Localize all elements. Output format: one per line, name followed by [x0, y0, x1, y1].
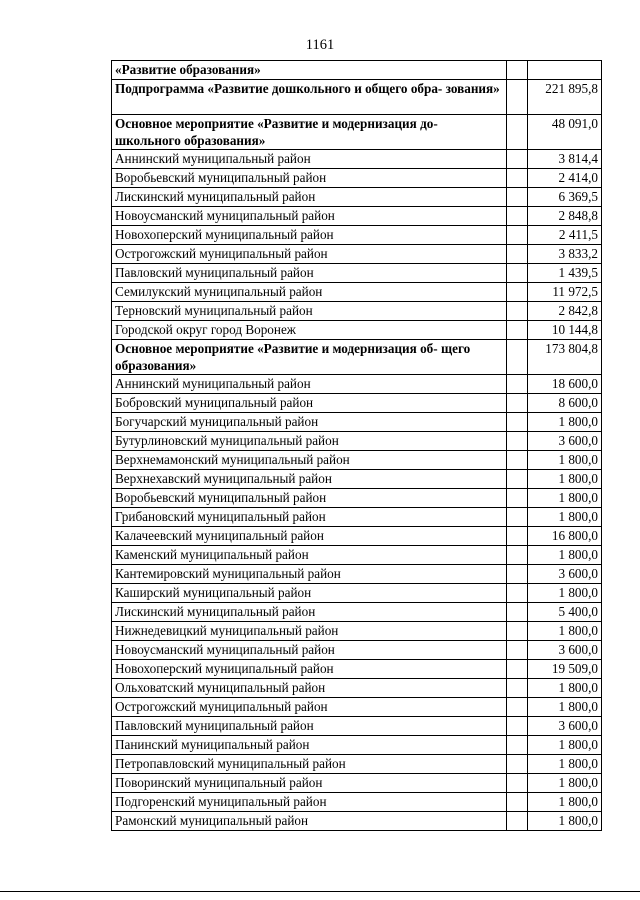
row-name-cell: Павловский муниципальный район: [112, 717, 507, 736]
row-empty-cell: [507, 80, 528, 115]
row-empty-cell: [507, 679, 528, 698]
row-empty-cell: [507, 736, 528, 755]
row-name-cell: Воробьевский муниципальный район: [112, 169, 507, 188]
row-name-cell: Богучарский муниципальный район: [112, 413, 507, 432]
row-name-cell: Новоусманский муниципальный район: [112, 641, 507, 660]
row-amount-cell: 1 800,0: [528, 755, 602, 774]
table-row: [112, 679, 602, 698]
table-row: [112, 736, 602, 755]
row-name-cell: Калачеевский муниципальный район: [112, 527, 507, 546]
row-amount-cell: 2 414,0: [528, 169, 602, 188]
budget-table: [111, 60, 602, 831]
row-amount-cell: 1 800,0: [528, 698, 602, 717]
row-name-cell: Грибановский муниципальный район: [112, 508, 507, 527]
row-amount-cell: 2 848,8: [528, 207, 602, 226]
row-amount-cell: 10 144,8: [528, 321, 602, 340]
row-name-cell: Семилукский муниципальный район: [112, 283, 507, 302]
row-amount-cell: 6 369,5: [528, 188, 602, 207]
row-amount-cell: 3 814,4: [528, 150, 602, 169]
row-amount-cell: 8 600,0: [528, 394, 602, 413]
row-amount-cell: 1 800,0: [528, 508, 602, 527]
row-amount-cell: [528, 61, 602, 80]
row-name-cell: Аннинский муниципальный район: [112, 375, 507, 394]
table-row: [112, 264, 602, 283]
row-name-cell: Павловский муниципальный район: [112, 264, 507, 283]
table-row: [112, 546, 602, 565]
row-empty-cell: [507, 546, 528, 565]
row-name-cell: Основное мероприятие «Развитие и модернизация до- школьного образования»: [112, 115, 507, 150]
row-empty-cell: [507, 207, 528, 226]
row-name-cell: Рамонский муниципальный район: [112, 812, 507, 831]
row-empty-cell: [507, 660, 528, 679]
table-row: [112, 774, 602, 793]
table-row: [112, 245, 602, 264]
row-name-cell: «Развитие образования»: [112, 61, 507, 80]
row-empty-cell: [507, 508, 528, 527]
row-empty-cell: [507, 451, 528, 470]
row-empty-cell: [507, 283, 528, 302]
page-number: 1161: [305, 37, 335, 53]
row-amount-cell: 1 800,0: [528, 736, 602, 755]
row-empty-cell: [507, 755, 528, 774]
row-amount-cell: 3 600,0: [528, 641, 602, 660]
row-empty-cell: [507, 774, 528, 793]
row-name-cell: Бобровский муниципальный район: [112, 394, 507, 413]
row-name-cell: Поворинский муниципальный район: [112, 774, 507, 793]
row-name-cell: Верхнехавский муниципальный район: [112, 470, 507, 489]
row-amount-cell: 1 800,0: [528, 413, 602, 432]
row-amount-cell: 1 800,0: [528, 679, 602, 698]
table-row: [112, 226, 602, 245]
row-amount-cell: 1 800,0: [528, 622, 602, 641]
row-amount-cell: 2 411,5: [528, 226, 602, 245]
row-amount-cell: 1 800,0: [528, 774, 602, 793]
row-amount-cell: 1 800,0: [528, 812, 602, 831]
row-empty-cell: [507, 375, 528, 394]
row-amount-cell: 3 600,0: [528, 565, 602, 584]
row-amount-cell: 3 833,2: [528, 245, 602, 264]
row-empty-cell: [507, 188, 528, 207]
row-empty-cell: [507, 169, 528, 188]
row-empty-cell: [507, 641, 528, 660]
row-name-cell: Аннинский муниципальный район: [112, 150, 507, 169]
table-row: [112, 527, 602, 546]
row-empty-cell: [507, 489, 528, 508]
row-name-cell: Панинский муниципальный район: [112, 736, 507, 755]
row-name-cell: Ольховатский муниципальный район: [112, 679, 507, 698]
row-empty-cell: [507, 321, 528, 340]
row-amount-cell: 2 842,8: [528, 302, 602, 321]
row-name-cell: Подгоренский муниципальный район: [112, 793, 507, 812]
table-row: [112, 508, 602, 527]
table-row: [112, 451, 602, 470]
row-empty-cell: [507, 584, 528, 603]
row-name-cell: Новохоперский муниципальный район: [112, 226, 507, 245]
row-amount-cell: 1 800,0: [528, 489, 602, 508]
row-name-cell: Нижнедевицкий муниципальный район: [112, 622, 507, 641]
table-row: [112, 717, 602, 736]
row-empty-cell: [507, 302, 528, 321]
row-name-cell: Новохоперский муниципальный район: [112, 660, 507, 679]
row-empty-cell: [507, 264, 528, 283]
table-row: [112, 489, 602, 508]
row-empty-cell: [507, 61, 528, 80]
row-name-cell: Основное мероприятие «Развитие и модернизация об- щего образования»: [112, 340, 507, 375]
table-row: [112, 698, 602, 717]
table-row: [112, 565, 602, 584]
row-amount-cell: 221 895,8: [528, 80, 602, 115]
table-row: [112, 812, 602, 831]
table-row: [112, 80, 602, 115]
table-row: [112, 470, 602, 489]
row-name-cell: Терновский муниципальный район: [112, 302, 507, 321]
table-row: [112, 61, 602, 80]
table-row: [112, 432, 602, 451]
row-name-cell: Лискинский муниципальный район: [112, 188, 507, 207]
row-amount-cell: 1 800,0: [528, 793, 602, 812]
table-row: [112, 793, 602, 812]
table-row: [112, 115, 602, 150]
row-empty-cell: [507, 565, 528, 584]
row-name-cell: Петропавловский муниципальный район: [112, 755, 507, 774]
row-amount-cell: 1 800,0: [528, 546, 602, 565]
row-empty-cell: [507, 698, 528, 717]
row-empty-cell: [507, 150, 528, 169]
row-empty-cell: [507, 812, 528, 831]
row-amount-cell: 11 972,5: [528, 283, 602, 302]
table-row: [112, 283, 602, 302]
table-row: [112, 207, 602, 226]
table-row: [112, 413, 602, 432]
table-row: [112, 755, 602, 774]
row-name-cell: Верхнемамонский муниципальный район: [112, 451, 507, 470]
row-empty-cell: [507, 432, 528, 451]
table-row: [112, 622, 602, 641]
row-amount-cell: 48 091,0: [528, 115, 602, 150]
table-row: [112, 321, 602, 340]
table-row: [112, 375, 602, 394]
row-amount-cell: 18 600,0: [528, 375, 602, 394]
table-row: [112, 169, 602, 188]
row-amount-cell: 5 400,0: [528, 603, 602, 622]
table-row: [112, 302, 602, 321]
row-empty-cell: [507, 226, 528, 245]
row-name-cell: Острогожский муниципальный район: [112, 698, 507, 717]
row-name-cell: Городской округ город Воронеж: [112, 321, 507, 340]
row-empty-cell: [507, 413, 528, 432]
table-row: [112, 188, 602, 207]
row-amount-cell: 1 800,0: [528, 584, 602, 603]
row-amount-cell: 19 509,0: [528, 660, 602, 679]
row-empty-cell: [507, 115, 528, 150]
row-empty-cell: [507, 527, 528, 546]
row-empty-cell: [507, 470, 528, 489]
row-amount-cell: 16 800,0: [528, 527, 602, 546]
row-amount-cell: 1 439,5: [528, 264, 602, 283]
row-name-cell: Каширский муниципальный район: [112, 584, 507, 603]
table-row: [112, 603, 602, 622]
row-amount-cell: 1 800,0: [528, 451, 602, 470]
row-empty-cell: [507, 340, 528, 375]
table-row: [112, 150, 602, 169]
row-empty-cell: [507, 603, 528, 622]
row-amount-cell: 3 600,0: [528, 717, 602, 736]
row-name-cell: Каменский муниципальный район: [112, 546, 507, 565]
table-row: [112, 394, 602, 413]
table-row: [112, 340, 602, 375]
row-amount-cell: 173 804,8: [528, 340, 602, 375]
table-row: [112, 584, 602, 603]
row-name-cell: Воробьевский муниципальный район: [112, 489, 507, 508]
row-amount-cell: 1 800,0: [528, 470, 602, 489]
row-name-cell: Кантемировский муниципальный район: [112, 565, 507, 584]
footer-rule: [0, 891, 640, 892]
row-empty-cell: [507, 793, 528, 812]
row-empty-cell: [507, 394, 528, 413]
row-name-cell: Лискинский муниципальный район: [112, 603, 507, 622]
row-amount-cell: 3 600,0: [528, 432, 602, 451]
row-empty-cell: [507, 622, 528, 641]
row-name-cell: Подпрограмма «Развитие дошкольного и общего обра- зования»: [112, 80, 507, 115]
row-name-cell: Бутурлиновский муниципальный район: [112, 432, 507, 451]
budget-table-body: [112, 61, 602, 831]
row-empty-cell: [507, 717, 528, 736]
row-name-cell: Новоусманский муниципальный район: [112, 207, 507, 226]
table-row: [112, 660, 602, 679]
table-row: [112, 641, 602, 660]
row-name-cell: Острогожский муниципальный район: [112, 245, 507, 264]
row-empty-cell: [507, 245, 528, 264]
